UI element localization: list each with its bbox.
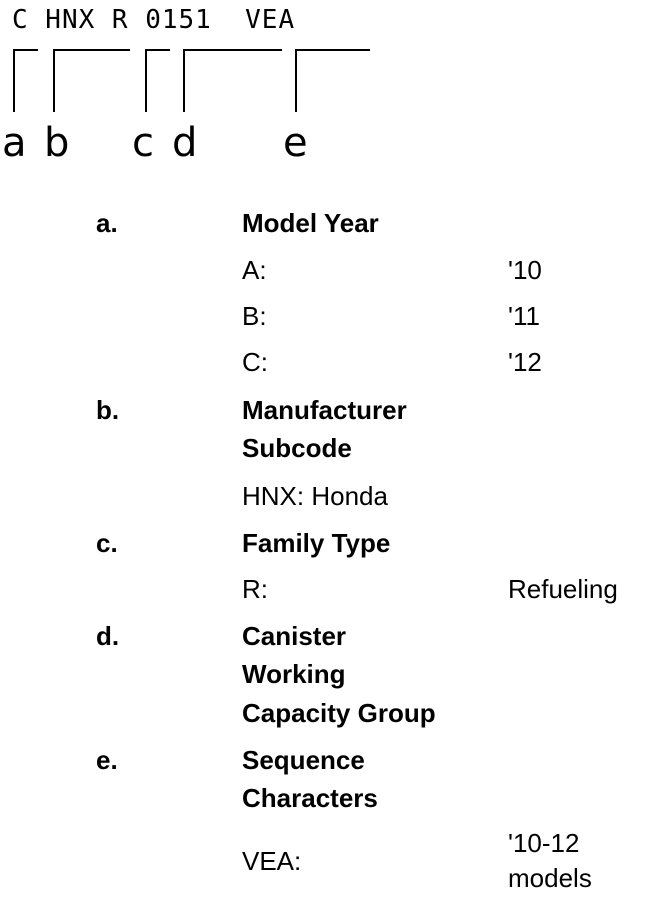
legend-code: A: [242,255,267,285]
legend-code: R: [242,574,268,604]
legend-value-line2: models [508,863,592,893]
segment-letter-d: d [172,120,198,166]
legend-code: C: [242,347,268,377]
segment-letter-a: a [2,120,27,166]
segment-letter-e: e [283,120,308,166]
legend-heading-family-type: Family Type [242,528,391,558]
code-string: C HNX R 0151 VEA [12,5,296,35]
legend-heading-canister-line2: Working [242,659,346,689]
legend-value: Refueling [508,574,618,604]
legend-code: B: [242,301,267,331]
legend-key-a: a. [96,208,118,238]
legend-key-e: e. [96,745,118,775]
legend-value: '12 [508,347,542,377]
legend-value: '10 [508,255,542,285]
legend-heading-model-year: Model Year [242,208,379,238]
legend-value: '11 [508,301,540,331]
legend-note-honda: HNX: Honda [242,481,388,511]
legend-key-b: b. [96,395,120,425]
legend-key-c: c. [96,528,118,558]
legend-heading-sequence-line2: Characters [242,783,378,813]
legend-value-line1: '10-12 [508,828,580,858]
legend-key-d: d. [96,621,120,651]
segment-letter-b: b [44,120,70,166]
legend-heading-manufacturer-line2: Subcode [242,433,352,463]
legend-heading-canister-line1: Canister [242,621,347,651]
legend-heading-sequence-line1: Sequence [242,745,365,775]
segment-letter-c: c [132,120,154,166]
legend-code: VEA: [242,846,302,876]
legend-heading-manufacturer-line1: Manufacturer [242,395,407,425]
legend-heading-canister-line3: Capacity Group [242,698,436,728]
